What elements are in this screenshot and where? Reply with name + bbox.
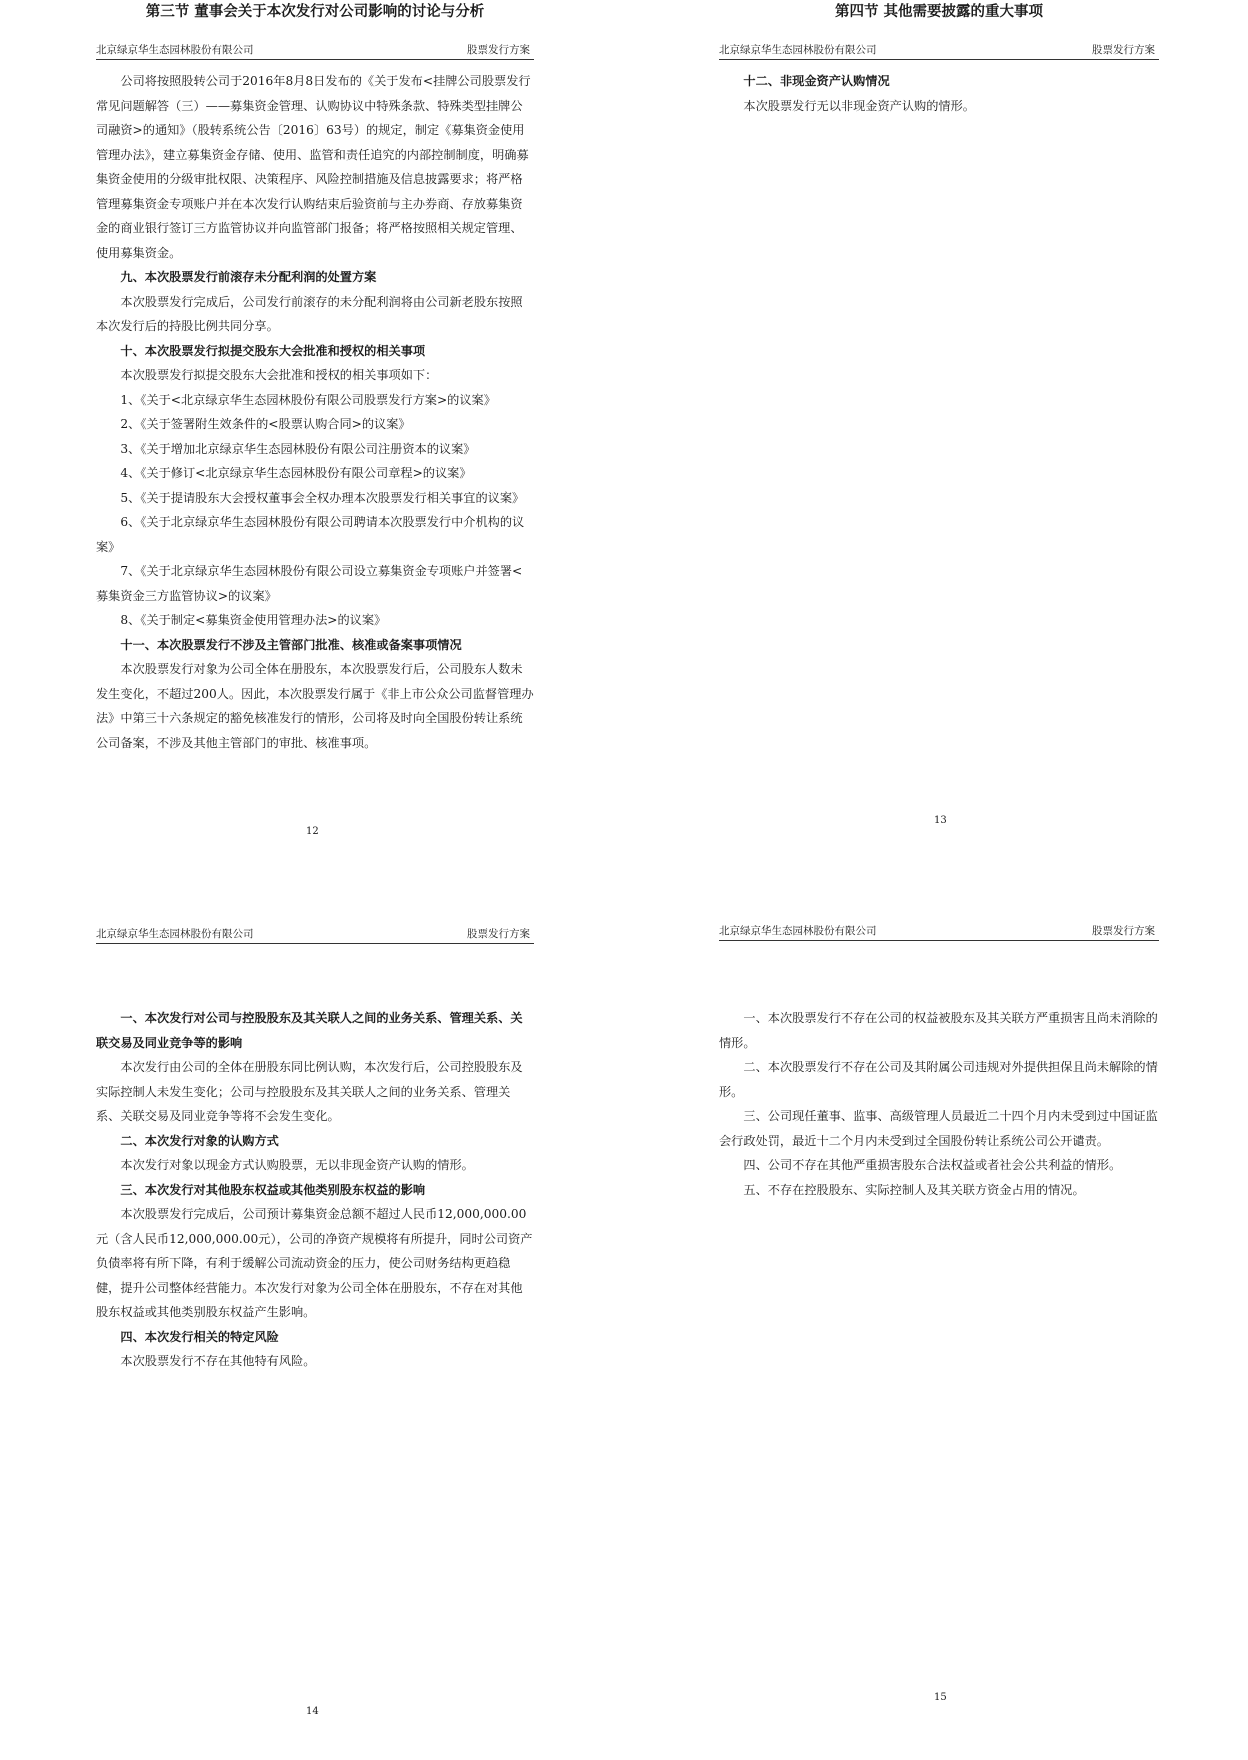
paragraph: 二、本次股票发行不存在公司及其附属公司违规对外提供担保且尚未解除的情形。 [719,1060,1158,1099]
paragraph: 三、公司现任董事、监事、高级管理人员最近二十四个月内未受到过中国证监会行政处罚，最近十二个月内未受到过全国股份转让系统公司公开谴责。 [719,1109,1158,1148]
section-heading: 二、本次发行对象的认购方式 [120,1133,279,1148]
list-item: 8、《关于制定<募集资金使用管理办法>的议案》 [120,613,387,627]
list-item: 5、《关于提请股东大会授权董事会全权办理本次股票发行相关事宜的议案》 [120,490,525,505]
paragraph: 本次发行对象以现金方式认购股票，无以非现金资产认购的情形。 [120,1158,474,1172]
page-body [719,1006,1159,1202]
section-title: 第四节 其他需要披露的重大事项 [834,3,1044,20]
list-item: 2、《关于签署附生效条件的<股票认购合同>的议案》 [120,417,411,431]
page-13 [624,0,1248,880]
section-title: 第三节 董事会关于本次发行对公司影响的讨论与分析 [145,3,485,20]
header-company: 北京绿京华生态园林股份有限公司 [96,928,254,940]
section-heading: 十二、非现金资产认购情况 [743,74,890,88]
list-item: 4、《关于修订<北京绿京华生态园林股份有限公司章程>的议案》 [120,466,472,480]
page-header [719,42,1159,60]
paragraph: 四、公司不存在其他严重损害股东合法权益或者社会公共利益的情形。 [743,1158,1122,1172]
page-number: 15 [934,1692,947,1703]
header-company: 北京绿京华生态园林股份有限公司 [719,44,877,56]
paragraph: 本次股票发行完成后，公司发行前滚存的未分配利润将由公司新老股东按照本次发行后的持股比例共同分享。 [96,294,523,333]
list-item: 7、《关于北京绿京华生态园林股份有限公司设立募集资金专项账户并签署<募集资金三方监管协议>的议案》 [96,564,523,603]
page-header [719,923,1159,941]
page-body [96,69,534,755]
section-heading: 十一、本次股票发行不涉及主管部门批准、核准或备案事项情况 [120,637,462,652]
page-body [719,69,1159,118]
header-doc-title: 股票发行方案 [1092,925,1155,937]
paragraph: 本次股票发行无以非现金资产认购的情形。 [743,98,975,113]
section-heading: 九、本次股票发行前滚存未分配利润的处置方案 [120,270,377,284]
list-item: 3、《关于增加北京绿京华生态园林股份有限公司注册资本的议案》 [120,441,476,456]
section-heading: 十、本次股票发行拟提交股东大会批准和授权的相关事项 [120,343,426,358]
section-heading: 一、本次发行对公司与控股股东及其关联人之间的业务关系、管理关系、关联交易及同业竞争等的影响 [96,1011,523,1050]
paragraph: 公司将按照股转公司于2016年8月8日发布的《关于发布<挂牌公司股票发行常见问题解答（三）——募集资金管理、认购协议中特殊条款、特殊类型挂牌公司融资>的通知》（股转系统公告〔2016〕63号）的规定，制定《募集资金使用管理办法》，建立募集资金存储、使用、监管和责任追究的内部控制制度，明确募集资金使用的分级审批权限、决策程序、风险控制措施及信息披露要求；将严格管理募集资金专项账户并在本次发行认购结束后验资前与主办券商、存放募集资金的商业银行签订三方监管协议并向监管部门报备；将严格按照相关规定管理、使用募集资金。 [96,74,531,260]
header-company: 北京绿京华生态园林股份有限公司 [96,44,254,56]
paragraph: 五、不存在控股股东、实际控制人及其关联方资金占用的情况。 [743,1182,1085,1197]
page-number: 13 [934,815,947,826]
paragraph: 一、本次股票发行不存在公司的权益被股东及其关联方严重损害且尚未消除的情形。 [719,1011,1158,1050]
paragraph: 本次发行由公司的全体在册股东同比例认购，本次发行后，公司控股股东及实际控制人未发生变化；公司与控股股东及其关联人之间的业务关系、管理关系、关联交易及同业竞争等将不会发生变化。 [96,1060,523,1123]
header-doc-title: 股票发行方案 [1092,44,1155,56]
page-12 [0,0,624,880]
header-doc-title: 股票发行方案 [467,44,530,56]
section-heading: 三、本次发行对其他股东权益或其他类别股东权益的影响 [120,1182,426,1197]
paragraph: 本次股票发行完成后，公司预计募集资金总额不超过人民币12,000,000.00元（含人民币12,000,000.00元），公司的净资产规模将有所提升，同时公司资产负债率将有所下降，有利于缓解公司流动资金的压力，使公司财务结构更趋稳健，提升公司整体经营能力。本次发行对象为公司全体在册股东，不存在对其他股东权益或其他类别股东权益产生影响。 [96,1207,533,1319]
page-header [96,926,534,944]
page-number: 14 [306,1706,319,1717]
paragraph: 本次股票发行拟提交股东大会批准和授权的相关事项如下： [120,368,438,382]
header-company: 北京绿京华生态园林股份有限公司 [719,925,877,937]
section-heading: 四、本次发行相关的特定风险 [120,1329,279,1344]
paragraph: 本次股票发行对象为公司全体在册股东，本次股票发行后，公司股东人数未发生变化，不超过200人。因此，本次股票发行属于《非上市公众公司监督管理办法》中第三十六条规定的豁免核准发行的情形，公司将及时向全国股份转让系统公司备案，不涉及其他主管部门的审批、核准事项。 [96,662,534,750]
page-header [96,42,534,60]
header-doc-title: 股票发行方案 [467,928,530,940]
list-item: 6、《关于北京绿京华生态园林股份有限公司聘请本次股票发行中介机构的议案》 [96,515,525,554]
page-number: 12 [306,826,319,837]
list-item: 1、《关于<北京绿京华生态园林股份有限公司股票发行方案>的议案》 [120,392,496,407]
paragraph: 本次股票发行不存在其他特有风险。 [120,1354,316,1368]
page-body [96,1006,534,1374]
